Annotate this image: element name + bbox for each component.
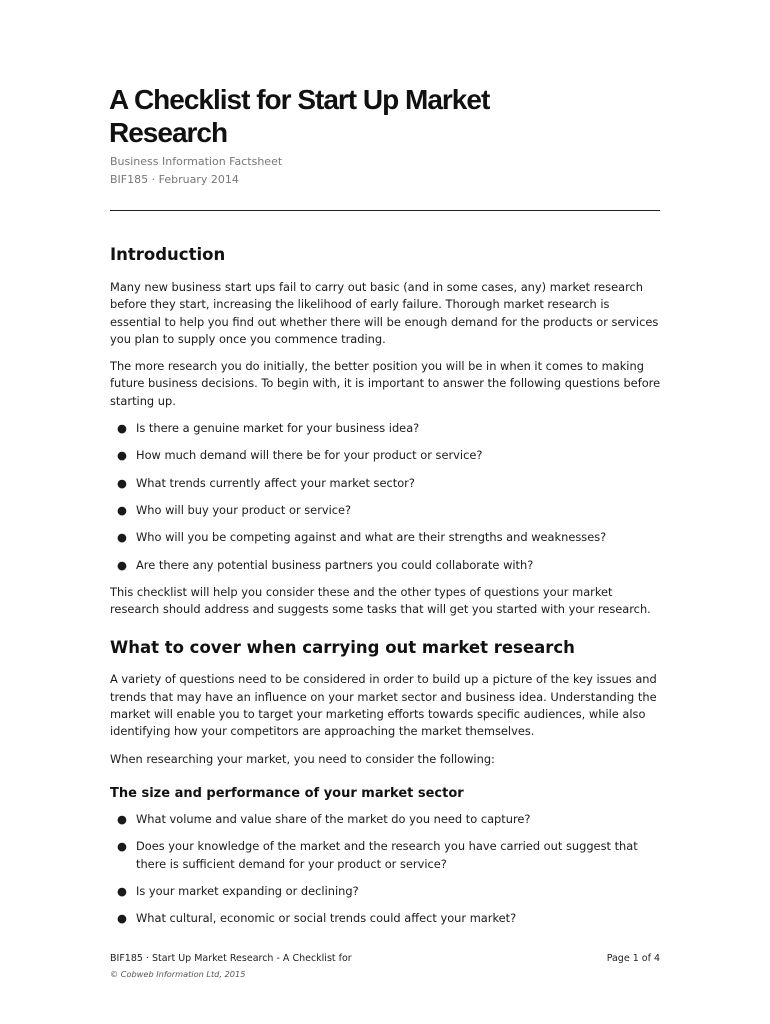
list-item — [110, 475, 662, 492]
footer-page-number: Page 1 of 4 — [606, 953, 660, 964]
market-size-question-list — [110, 811, 662, 927]
title-line-2: Research — [109, 117, 228, 148]
list-item-text: Who will buy your product or service? — [136, 502, 352, 517]
bullet-icon: ● — [117, 839, 127, 854]
bullet-icon: ● — [117, 811, 127, 826]
list-item — [110, 811, 662, 828]
cover-paragraph-1: A variety of questions need to be considered in order to build up a picture of the key issues and trends that may have an influence on your market sector and business idea. Understanding the market will enable you to target your marketing efforts towards specific audiences, while also identifying how your competitors are approaching the market themselves. — [110, 672, 657, 739]
introduction-heading: Introduction — [110, 245, 226, 264]
list-item — [110, 883, 662, 900]
bullet-icon: ● — [117, 502, 127, 517]
what-to-cover-heading: What to cover when carrying out market research — [110, 638, 575, 658]
bullet-icon: ● — [117, 421, 127, 436]
bullet-icon: ● — [117, 448, 127, 463]
list-item — [110, 529, 662, 546]
list-item — [110, 838, 662, 873]
intro-paragraph-3: This checklist will help you consider these and the other types of questions your market research should address and suggests some tasks that will get you started with your research. — [110, 584, 651, 617]
bullet-icon: ● — [117, 911, 127, 926]
list-item-text: Does your knowledge of the market and the research you have carried out suggest that there is sufficient demand for your product or service? — [136, 839, 638, 871]
intro-question-list — [110, 420, 662, 574]
list-item — [110, 557, 662, 574]
list-item-text: What volume and value share of the market do you need to capture? — [136, 811, 531, 826]
list-item — [110, 447, 662, 464]
list-item-text: Are there any potential business partners you could collaborate with? — [136, 557, 534, 572]
market-size-subheading: The size and performance of your market sector — [110, 785, 464, 801]
document-title — [109, 83, 669, 149]
footer-copyright: © Cobweb Information Ltd, 2015 — [110, 969, 246, 979]
list-item-text: How much demand will there be for your product or service? — [136, 448, 483, 463]
footer-document-reference: BIF185 · Start Up Market Research - A Checklist for — [110, 953, 352, 964]
intro-paragraph-2: The more research you do initially, the better position you will be in when it comes to making future business decisions. To begin with, it is important to answer the following questions before starting up. — [110, 359, 661, 408]
bullet-icon: ● — [117, 475, 127, 490]
list-item-text: Who will you be competing against and what are their strengths and weaknesses? — [136, 530, 607, 545]
list-item-text: Is your market expanding or declining? — [136, 883, 359, 898]
bullet-icon: ● — [117, 883, 127, 898]
title-line-1: A Checklist for Start Up Market — [109, 84, 490, 115]
bullet-icon: ● — [117, 530, 127, 545]
intro-paragraph-1: Many new business start ups fail to carry out basic (and in some cases, any) market research before they start, increasing the likelihood of early failure. Thorough market research is essential to help you find out whether there will be enough demand for the products or services you plan to supply once you commence trading. — [110, 280, 659, 346]
list-item — [110, 910, 662, 927]
bullet-icon: ● — [117, 557, 127, 572]
document-body — [110, 244, 662, 937]
list-item — [110, 502, 662, 519]
list-item-text: Is there a genuine market for your business idea? — [136, 421, 420, 436]
list-item-text: What cultural, economic or social trends could affect your market? — [136, 911, 517, 926]
list-item — [110, 420, 662, 437]
header-divider — [110, 210, 660, 211]
factsheet-id-date: BIF185 · February 2014 — [110, 173, 239, 186]
factsheet-label: Business Information Factsheet — [110, 155, 283, 168]
list-item-text: What trends currently affect your market sector? — [136, 475, 415, 490]
cover-paragraph-2: When researching your market, you need to consider the following: — [110, 751, 495, 766]
